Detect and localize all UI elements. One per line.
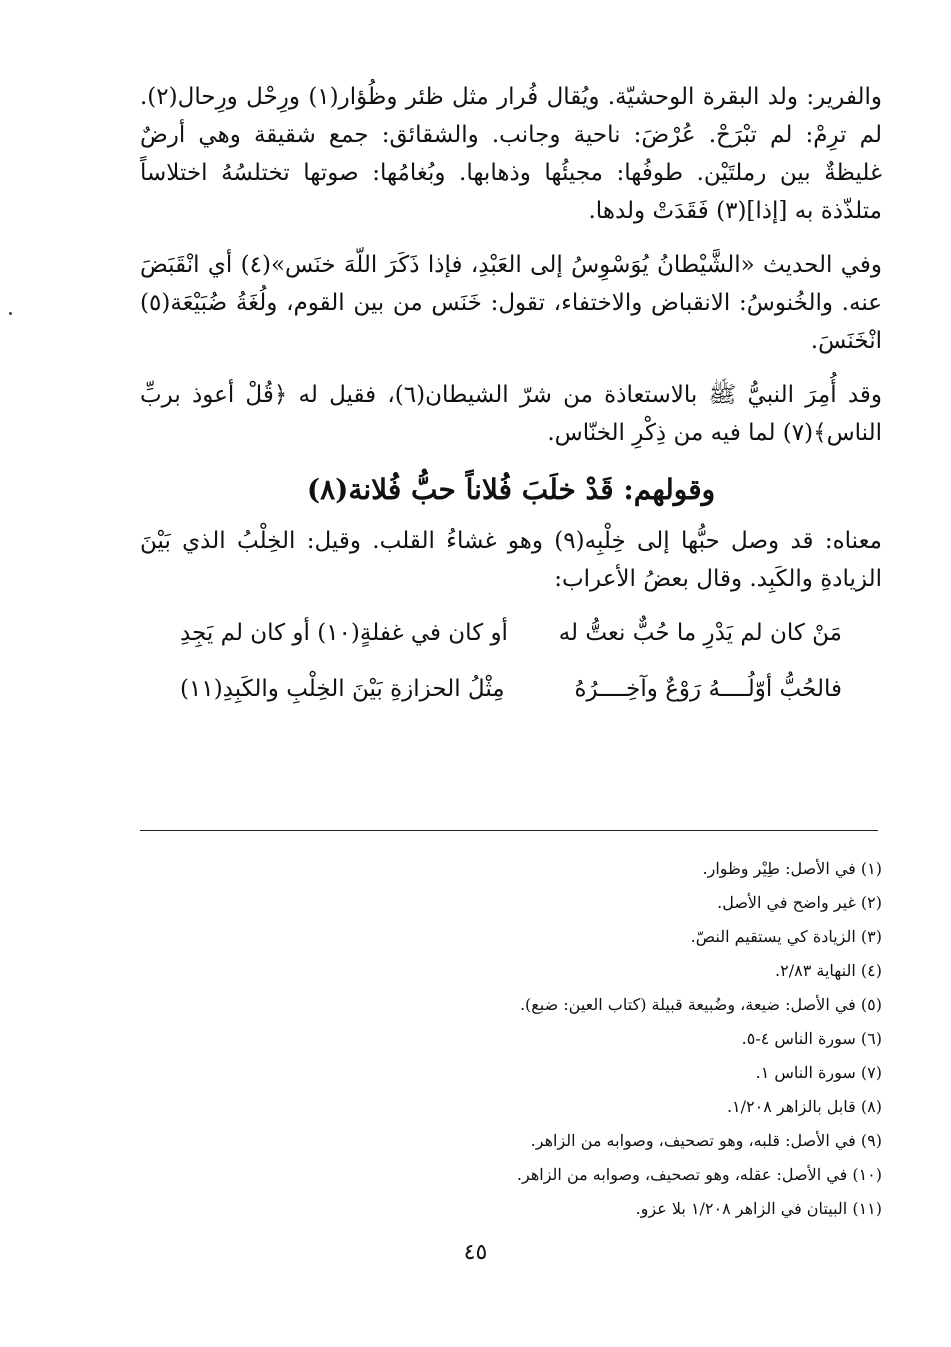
footnote: (٩) في الأصل: قلبه، وهو تصحيف، وصوابه من الزاهر. xyxy=(530,1131,882,1150)
footnote: (٦) سورة الناس ٤-٥. xyxy=(741,1029,882,1048)
paragraph: والفرير: ولد البقرة الوحشيّة. ويُقال فُرار مثل ظئر وظُؤار(١) ورِحْل ورِحال(٢). لم ترِمْ: لم تبْرَحْ. عُرْضَ: ناحية وجانب. والشقائق: جمع شقيقة وهي أرضٌ غليظةٌ بين رملتَيْن. طوفُها: مجيئُها وذهابها. وبُغامُها: صوتها تختلسُهُ اختلاساً متلذّذة به [إذا](٣) فَقَدَتْ ولدها. xyxy=(140,84,882,224)
section-heading: وقولهم: قَدْ خلَبَ فُلاناً حبُّ فُلانة(٨) xyxy=(306,473,716,506)
poetry-verse xyxy=(180,614,842,652)
footnote-divider xyxy=(140,830,878,831)
footnote: (١) في الأصل: طِيْر وظوار. xyxy=(702,859,882,878)
footnote: (١١) البيتان في الزاهر ١/٢٠٨ بلا عزو. xyxy=(635,1199,882,1218)
footnote: (٢) غير واضح في الأصل. xyxy=(717,893,882,912)
stray-dot-mark xyxy=(9,312,12,315)
main-text-block xyxy=(140,78,882,726)
verse-first-hemistich: مَنْ كان لم يَدْرِ ما حُبٌّ نعتُّ له xyxy=(558,620,842,646)
poetry-verse xyxy=(180,670,842,708)
footnote: (٣) الزيادة كي يستقيم النصّ. xyxy=(690,927,882,946)
footnotes-block xyxy=(140,852,882,1226)
footnote: (١٠) في الأصل: عقله، وهو تصحيف، وصوابه من الزاهر. xyxy=(516,1165,882,1184)
verse-second-hemistich: أو كان في غفلةٍ(١٠) أو كان لم يَجِدِ xyxy=(180,620,508,646)
page-number: ٤٥ xyxy=(463,1240,488,1265)
footnote: (٤) النهاية ٢/٨٣. xyxy=(775,961,882,980)
footnote: (٥) في الأصل: ضيعة، وضُبيعة قبيلة (كتاب العين: ضبع). xyxy=(519,995,882,1014)
paragraph: وفي الحديث «الشَّيْطانُ يُوَسْوِسُ إلى العَبْدِ، فإذا ذَكَرَ اللّهَ خنَس»(٤) أي انْقَبَضَ عنه. والخُنوسُ: الانقباض والاختفاء، تقول: خَنَس من بين القوم، ولُغَةُ ضُبَيْعَة(٥) انْخَنَسَ. xyxy=(140,252,882,354)
footnote: (٨) قابل بالزاهر ١/٢٠٨. xyxy=(726,1097,882,1116)
verse-first-hemistich: فالحُبُّ أوّلُــــهُ رَوْعٌ وآخِــــرُهُ xyxy=(574,676,842,702)
paragraph: معناه: قد وصل حبُّها إلى خِلْبِه(٩) وهو غشاءُ القلب. وقيل: الخِلْبُ الذي بَيْنَ الزيادةِ والكَبِد. وقال بعضُ الأعراب: xyxy=(140,528,883,592)
footnote: (٧) سورة الناس ١. xyxy=(755,1063,882,1082)
verse-second-hemistich: مِثْلُ الحزازةِ بَيْنَ الخِلْبِ والكَبِدِ(١١) xyxy=(180,676,505,702)
paragraph: وقد أُمِرَ النبيُّ ﷺ بالاستعاذة من شرّ الشيطان(٦)، فقيل له ﴿قُلْ أعوذ بربِّ الناس﴾(٧) لما فيه من ذِكْرِ الخنّاس. xyxy=(140,382,882,446)
